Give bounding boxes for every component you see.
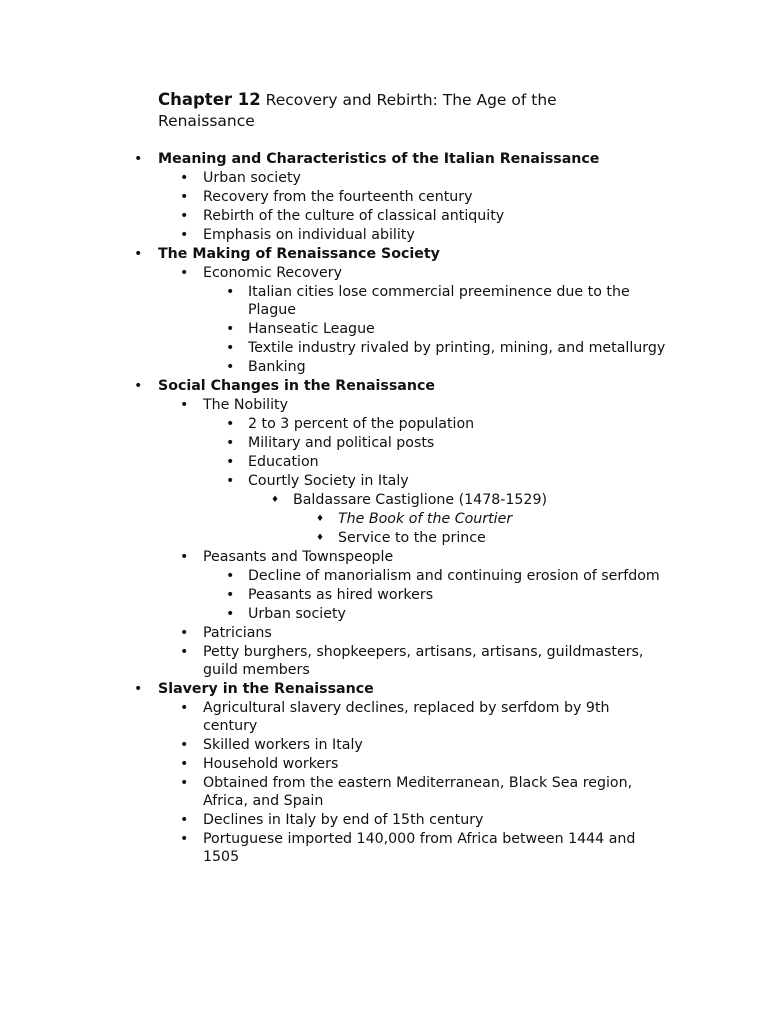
bullet-icon: • [226,568,235,584]
outline-item-text: Patricians [203,625,272,641]
outline-item-level-4 [0,529,768,548]
outline-item-text: The Making of Renaissance Society [158,246,440,262]
bullet-icon: • [180,189,189,205]
bullet-icon: • [180,812,189,828]
diamond-bullet-icon: ♦ [316,514,325,524]
bullet-icon: • [180,775,189,791]
outline-item-level-0 [0,245,768,264]
outline-item-text: Banking [248,359,306,375]
outline-item-text: Peasants as hired workers [248,587,434,603]
outline-item-text: Baldassare Castiglione (1478-1529) [293,492,548,508]
bullet-icon: • [180,644,189,660]
bullet-icon: • [226,321,235,337]
outline-item-level-1 [0,736,768,755]
outline-item-level-1 [0,774,768,811]
bullet-icon: • [226,416,235,432]
outline-item-text: Economic Recovery [203,265,342,281]
outline-item-level-1 [0,226,768,245]
bullet-icon: • [226,284,235,300]
outline-item-text: Emphasis on individual ability [203,227,415,243]
outline-item-level-4 [0,510,768,529]
outline-item-text: Portuguese imported 140,000 from Africa between 1444 and 1505 [203,831,636,865]
outline-item-level-0 [0,150,768,169]
outline-item-text: Slavery in the Renaissance [158,681,374,697]
bullet-icon: • [180,756,189,772]
outline-item-level-1 [0,624,768,643]
bullet-icon: • [180,737,189,753]
outline-item-level-2 [0,453,768,472]
bullet-icon: • [180,549,189,565]
bullet-icon: • [180,397,189,413]
outline-item-text: Service to the prince [338,530,486,546]
outline-item-text: The Nobility [203,397,288,413]
outline-item-text: Agricultural slavery declines, replaced by serfdom by 9th century [203,700,610,734]
bullet-icon: • [134,378,143,394]
outline-item-level-2 [0,283,768,320]
outline-item-text: Recovery from the fourteenth century [203,189,473,205]
bullet-icon: • [226,340,235,356]
chapter-title: Recovery and Rebirth: The Age of the Renaissance [158,91,557,130]
outline-item-text: Urban society [248,606,346,622]
outline-item-level-2 [0,415,768,434]
outline-item-text: Declines in Italy by end of 15th century [203,812,484,828]
bullet-icon: • [226,454,235,470]
outline-item-level-2 [0,358,768,377]
outline-item-text: Household workers [203,756,339,772]
bullet-icon: • [180,208,189,224]
outline-item-level-2 [0,339,768,358]
outline-item-text: Social Changes in the Renaissance [158,378,435,394]
outline-item-text: Rebirth of the culture of classical antiquity [203,208,505,224]
outline-item-text: Obtained from the eastern Mediterranean, Black Sea region, Africa, and Spain [203,775,633,809]
outline-item-level-1 [0,699,768,736]
outline-item-level-0 [0,680,768,699]
outline-item-level-2 [0,605,768,624]
outline-item-text: Skilled workers in Italy [203,737,363,753]
outline-item-text: Military and political posts [248,435,435,451]
bullet-icon: • [226,359,235,375]
outline-item-text: Peasants and Townspeople [203,549,394,565]
bullet-icon: • [134,681,143,697]
outline-item-level-2 [0,320,768,339]
outline-item-level-1 [0,830,768,867]
outline-item-level-1 [0,811,768,830]
bullet-icon: • [180,265,189,281]
outline-item-text: Petty burghers, shopkeepers, artisans, artisans, guildmasters, guild members [203,644,644,678]
outline-list [0,150,768,867]
outline-item-level-3 [0,491,768,510]
diamond-bullet-icon: ♦ [271,495,280,505]
bullet-icon: • [134,151,143,167]
outline-item-text: Textile industry rivaled by printing, mining, and metallurgy [248,340,666,356]
outline-item-level-1 [0,169,768,188]
bullet-icon: • [134,246,143,262]
outline-item-level-1 [0,755,768,774]
outline-item-text: Meaning and Characteristics of the Italian Renaissance [158,151,600,167]
diamond-bullet-icon: ♦ [316,533,325,543]
bullet-icon: • [226,606,235,622]
outline-item-text: 2 to 3 percent of the population [248,416,475,432]
bullet-icon: • [180,700,189,716]
page-title [158,89,628,132]
outline-item-level-1 [0,643,768,680]
chapter-number: Chapter 12 [158,90,261,109]
bullet-icon: • [180,170,189,186]
outline-item-level-1 [0,188,768,207]
outline-item-text: Decline of manorialism and continuing erosion of serfdom [248,568,660,584]
outline-item-text: Education [248,454,319,470]
bullet-icon: • [226,587,235,603]
outline-item-text: Urban society [203,170,301,186]
outline-item-level-0 [0,377,768,396]
outline-item-level-2 [0,472,768,491]
outline-item-level-1 [0,264,768,283]
bullet-icon: • [180,227,189,243]
bullet-icon: • [180,831,189,847]
bullet-icon: • [226,473,235,489]
outline-item-level-2 [0,586,768,605]
outline-item-text: Hanseatic League [248,321,375,337]
bullet-icon: • [226,435,235,451]
outline-item-level-1 [0,548,768,567]
outline-item-text: Courtly Society in Italy [248,473,409,489]
outline-item-level-2 [0,434,768,453]
outline-item-level-2 [0,567,768,586]
bullet-icon: • [180,625,189,641]
outline-item-level-1 [0,396,768,415]
outline-item-text: Italian cities lose commercial preeminence due to the Plague [248,284,630,318]
outline-item-text: The Book of the Courtier [338,511,513,527]
outline-item-level-1 [0,207,768,226]
